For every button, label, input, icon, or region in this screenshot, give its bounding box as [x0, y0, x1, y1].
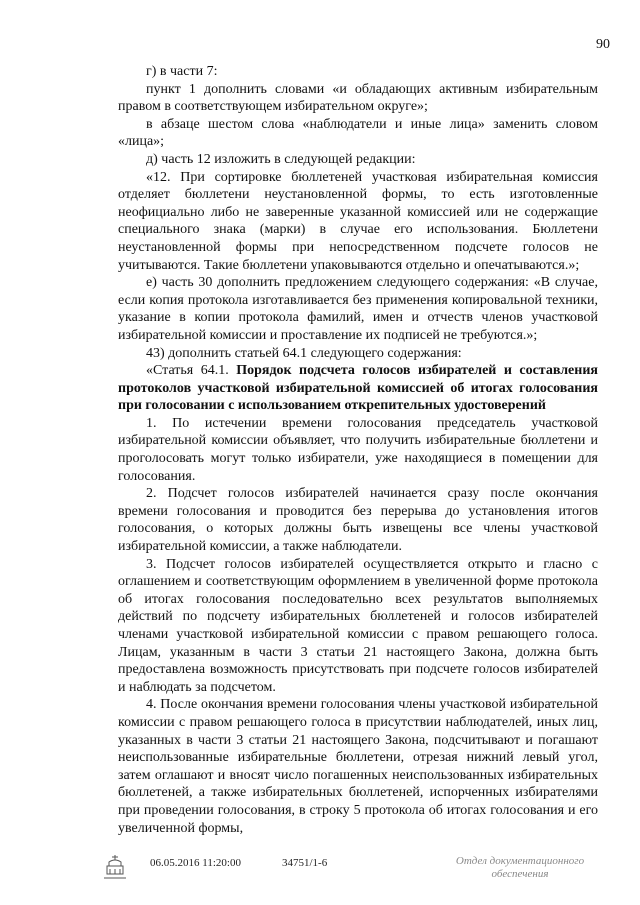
footer-datetime: 06.05.2016 11:20:00 [150, 857, 241, 869]
footer-department-line1: Отдел документационного [455, 855, 585, 867]
article-paragraph: 3. Подсчет голосов избирателей осуществляется открыто и гласно с оглашением и соответствующим оформлением в увеличенной форме протокола об итогах голосования последовательно всех результатов выполняемых действий по подсчету избирательных бюллетеней и голосов избирателей членами участковой избирательной комиссии с правом решающего голоса. Лицам, указанным в части 3 статьи 21 настоящего Закона, должна быть предоставлена возможность присутствовать при подсчете голосов избирателей и наблюдать за подсчетом. [118, 556, 598, 695]
paragraph: в абзаце шестом слова «наблюдатели и иные лица» заменить словом «лица»; [118, 116, 598, 150]
article-title [118, 362, 598, 415]
paragraph: е) часть 30 дополнить предложением следующего содержания: «В случае, если копия протокола изготавливается без применения копировальной техники, указание в копии протокола фамилий, имен и отчеств членов участковой избирательной комиссии и проставление их подписей не требуются.»; [118, 275, 598, 343]
footer-department-stamp [450, 855, 590, 881]
article-paragraph: 2. Подсчет голосов избирателей начинается сразу после окончания времени голосования и проводится без перерыва до установления итогов голосования, о которых должны быть извещены все члены участковой избирательной комиссии, а также наблюдатели. [118, 486, 598, 555]
paragraph: д) часть 12 изложить в следующей редакции: [146, 151, 416, 167]
page-number: 90 [596, 37, 610, 52]
article-title-prefix: «Статья 64.1. [146, 363, 237, 379]
article-title-bold: Порядок подсчета голосов избирателей и составления протоколов участковой избирательной комиссией об итогах голосования при голосовании с использованием открепительных удостоверений [118, 363, 598, 414]
paragraph: г) в части 7: [146, 64, 218, 79]
footer-doc-code: 34751/1-6 [282, 857, 328, 869]
footer-department-line2: обеспечения [491, 868, 549, 880]
document-body [118, 63, 598, 837]
paragraph: 43) дополнить статьей 64.1 следующего содержания: [146, 345, 462, 361]
paragraph: «12. При сортировке бюллетеней участковая избирательная комиссия отделяет бюллетени неустановленной формы, то есть изготовленные неофициально либо не заверенные указанной комиссией или не содержащие специального знака (марки) в случае его использования. Бюллетени неустановленной формы при непосредственном подсчете голосов не учитываются. Такие бюллетени упаковываются отдельно и опечатываются.»; [118, 169, 598, 273]
article-paragraph: 4. После окончания времени голосования члены участковой избирательной комиссии с правом решающего голоса в присутствии наблюдателей, иных лиц, указанных в части 3 статьи 21 настоящего Закона, подсчитывают и погашают неиспользованные избирательные бюллетени, отрезая нижний левый угол, затем оглашают и вносят число погашенных неиспользованных избирательных бюллетеней, а также избирательных бюллетеней, испорченных избирателями при проведении голосования, в строку 5 протокола об итогах голосования и его увеличенной формы, [118, 697, 598, 836]
paragraph: пункт 1 дополнить словами «и обладающих активным избирательным правом в соответствующем избирательном округе»; [118, 81, 598, 115]
article-paragraph: 1. По истечении времени голосования председатель участковой избирательной комиссии объявляет, что получить избирательные бюллетени и проголосовать могут только избиратели, уже находящиеся в помещении для голосования. [118, 415, 598, 484]
footer [0, 853, 640, 893]
